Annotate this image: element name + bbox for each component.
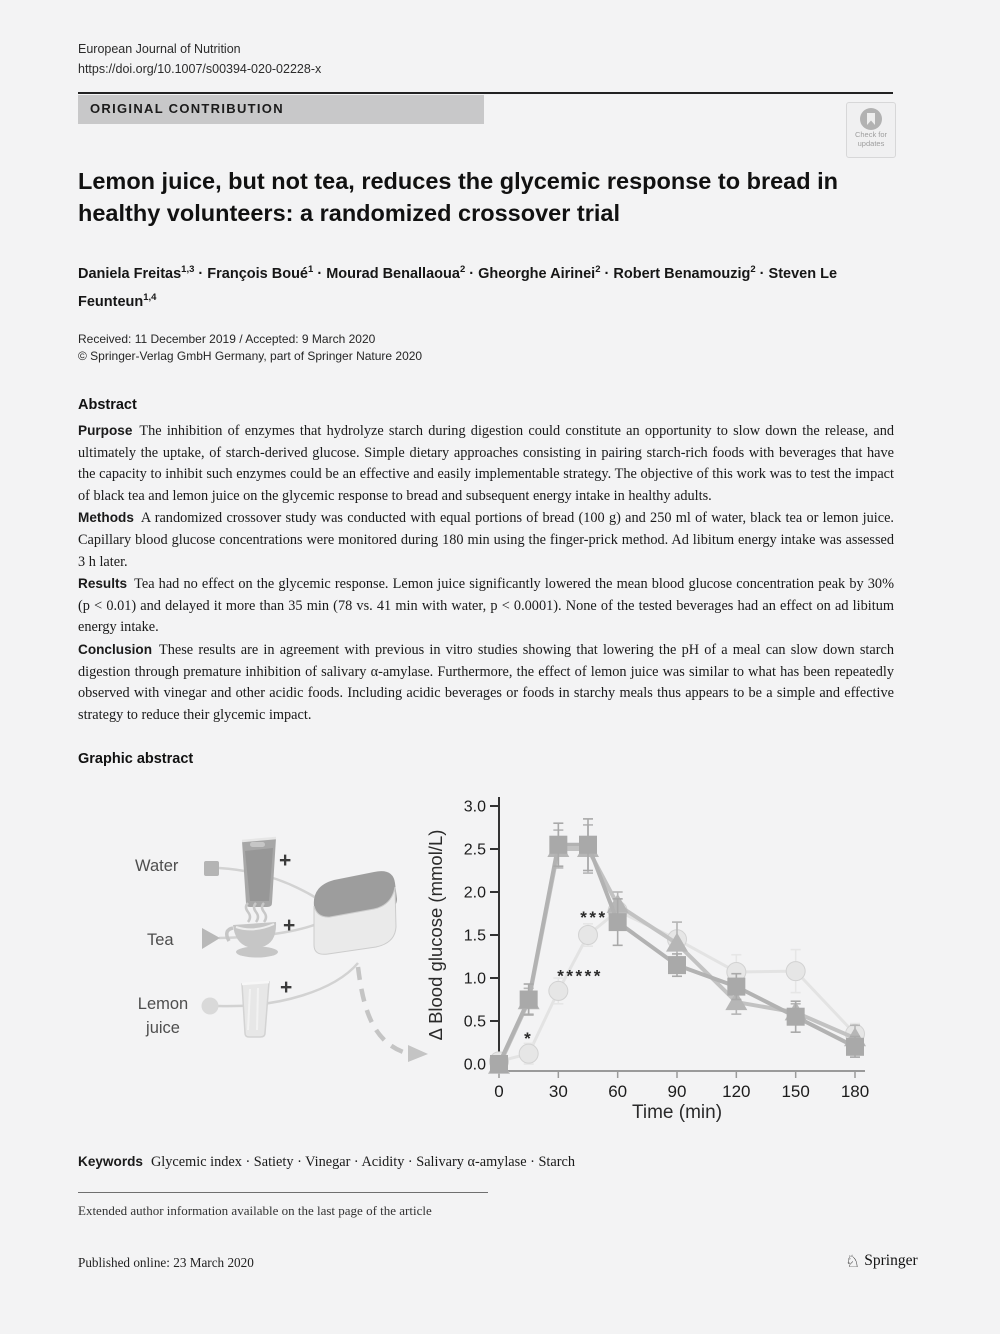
svg-text:2.5: 2.5 bbox=[463, 841, 486, 859]
svg-text:150: 150 bbox=[781, 1082, 810, 1101]
lemon-plus-sign: + bbox=[280, 976, 293, 999]
glycemic-response-chart bbox=[425, 797, 869, 1123]
svg-text:Δ Blood glucose (mmol/L): Δ Blood glucose (mmol/L) bbox=[425, 829, 446, 1041]
abstract-section: Results Tea had no effect on the glycemic response. Lemon juice significantly lowered the mean blood glucose concentration peak by 30% (p < 0.01) and delayed it more than 35 min (78 vs. 41 min with water, p < 0.0001). None of the tested beverages had an effect on ad libitum energy intake. bbox=[78, 576, 894, 636]
lemon-juice-glass-icon bbox=[242, 982, 269, 1037]
svg-text:180: 180 bbox=[840, 1082, 870, 1101]
water-square-marker bbox=[204, 861, 219, 876]
tea-plus-sign: + bbox=[283, 914, 296, 937]
lemon-circle-marker bbox=[202, 998, 219, 1015]
springer-logo bbox=[845, 1252, 918, 1270]
bread-icon bbox=[314, 871, 397, 954]
author: Mourad Benallaoua$^2$ bbox=[326, 264, 466, 282]
published-online-line: Published online: 23 March 2020 bbox=[78, 1255, 254, 1270]
abstract-section: Purpose The inhibition of enzymes that hydrolyze starch during digestion could constitute an opportunity to slow down the release, and ultimately the uptake, of starch-derived glucose. Simple dietary approaches consisting in pairing starch-rich foods with beverages that have the capacity to inhibit such enzymes could be an effective and easily implementable strategy. The objective of this work was to test the impact of black tea and lemon juice on the glycemic response to bread and subsequent energy intake in healthy adults. bbox=[78, 423, 894, 504]
graphic-abstract-heading: Graphic abstract bbox=[78, 751, 194, 767]
svg-text:90: 90 bbox=[667, 1082, 687, 1101]
water-label: Water bbox=[135, 857, 179, 875]
svg-text:1.5: 1.5 bbox=[463, 927, 486, 945]
author: Robert Benamouzig$^2$ bbox=[613, 264, 756, 282]
svg-text:*****: ***** bbox=[557, 966, 603, 986]
author-list: Daniela Freitas$^{1,3}$ · François Boué$^1$ · Mourad Benallaoua$^2$ · Gheorghe Airinei$^2$ · Robert Benamouzig$^2$ · Steven Le Feunteun$^{1,4}$ bbox=[78, 264, 838, 310]
svg-text:2.0: 2.0 bbox=[463, 884, 486, 902]
abstract-body bbox=[78, 420, 894, 726]
check-updates-icon bbox=[860, 108, 882, 130]
water-plus-sign: + bbox=[279, 849, 292, 872]
tea-triangle-marker bbox=[202, 928, 220, 949]
abstract-heading: Abstract bbox=[78, 397, 137, 413]
svg-text:Time (min): Time (min) bbox=[631, 1102, 723, 1123]
lemon-label-line2: juice bbox=[146, 1019, 180, 1037]
received-accepted-line: Received: 11 December 2019 / Accepted: 9 March 2020 bbox=[78, 332, 376, 346]
check-updates-label-2: updates bbox=[857, 138, 885, 148]
water-glass-icon bbox=[242, 838, 276, 907]
svg-text:1.0: 1.0 bbox=[463, 970, 486, 988]
teacup-icon bbox=[227, 903, 278, 958]
keywords-text: Glycemic index · Satiety · Vinegar · Acidity · Salivary α-amylase · Starch bbox=[150, 1154, 575, 1170]
abstract-section: Conclusion These results are in agreement with previous in vitro studies showing that lowering the pH of a meal can slow down starch digestion through premature inhibition of salivary α-amylase. Furthermore, the effect of lemon juice was similar to what has been repeatedly observed with vinegar and other acidic foods. Including acidic beverages or foods in starchy meals thus appears to be a simple and effective strategy to reduce their glycemic impact. bbox=[78, 641, 894, 723]
author: Daniela Freitas$^{1,3}$ bbox=[78, 264, 195, 282]
svg-text:120: 120 bbox=[722, 1082, 751, 1101]
article-type-label: ORIGINAL CONTRIBUTION bbox=[90, 101, 284, 116]
author: Gheorghe Airinei$^2$ bbox=[478, 264, 601, 282]
svg-text:*: * bbox=[524, 1029, 534, 1049]
springer-horse-icon: ♘ bbox=[845, 1251, 861, 1271]
keywords-line bbox=[78, 1154, 894, 1171]
author: François Boué$^1$ bbox=[207, 264, 314, 282]
tea-label: Tea bbox=[147, 931, 174, 949]
author: Steven Le Feunteun$^{1,4}$ bbox=[78, 265, 838, 310]
journal-name: European Journal of Nutrition bbox=[78, 42, 241, 56]
graphic-abstract-figure bbox=[90, 775, 910, 1125]
svg-text:60: 60 bbox=[608, 1082, 628, 1101]
abstract-section: Methods A randomized crossover study was conducted with equal portions of bread (100 g) and 250 ml of water, black tea or lemon juice. Capillary blood glucose concentrations were monitored during 180 min using the finger-prick method. Ad libitum energy intake was assessed 3 h later. bbox=[78, 510, 894, 570]
keywords-label: Keywords bbox=[78, 1154, 143, 1169]
svg-text:0.0: 0.0 bbox=[463, 1056, 486, 1074]
svg-text:3.0: 3.0 bbox=[463, 798, 486, 816]
svg-text:30: 30 bbox=[548, 1082, 568, 1101]
dashed-arrow-icon bbox=[358, 967, 428, 1062]
extended-author-note: Extended author information available on the last page of the article bbox=[78, 1203, 432, 1218]
header-rule bbox=[78, 92, 893, 94]
svg-text:0.5: 0.5 bbox=[463, 1013, 486, 1031]
check-updates-button[interactable] bbox=[846, 102, 896, 158]
article-type-banner bbox=[78, 95, 484, 124]
lemon-label-line1: Lemon bbox=[137, 995, 189, 1013]
springer-wordmark: Springer bbox=[864, 1252, 918, 1269]
svg-text:***: *** bbox=[580, 907, 608, 927]
footnote-rule bbox=[78, 1192, 488, 1193]
copyright-line: © Springer-Verlag GmbH Germany, part of Springer Nature 2020 bbox=[78, 349, 423, 363]
check-updates-label-1: Check for bbox=[854, 130, 888, 139]
doi-link[interactable]: https://doi.org/10.1007/s00394-020-02228-x bbox=[78, 62, 322, 76]
page-title: Lemon juice, but not tea, reduces the glycemic response to bread in healthy volunteers: a randomized crossover trial bbox=[78, 168, 839, 226]
svg-text:0: 0 bbox=[494, 1082, 504, 1101]
